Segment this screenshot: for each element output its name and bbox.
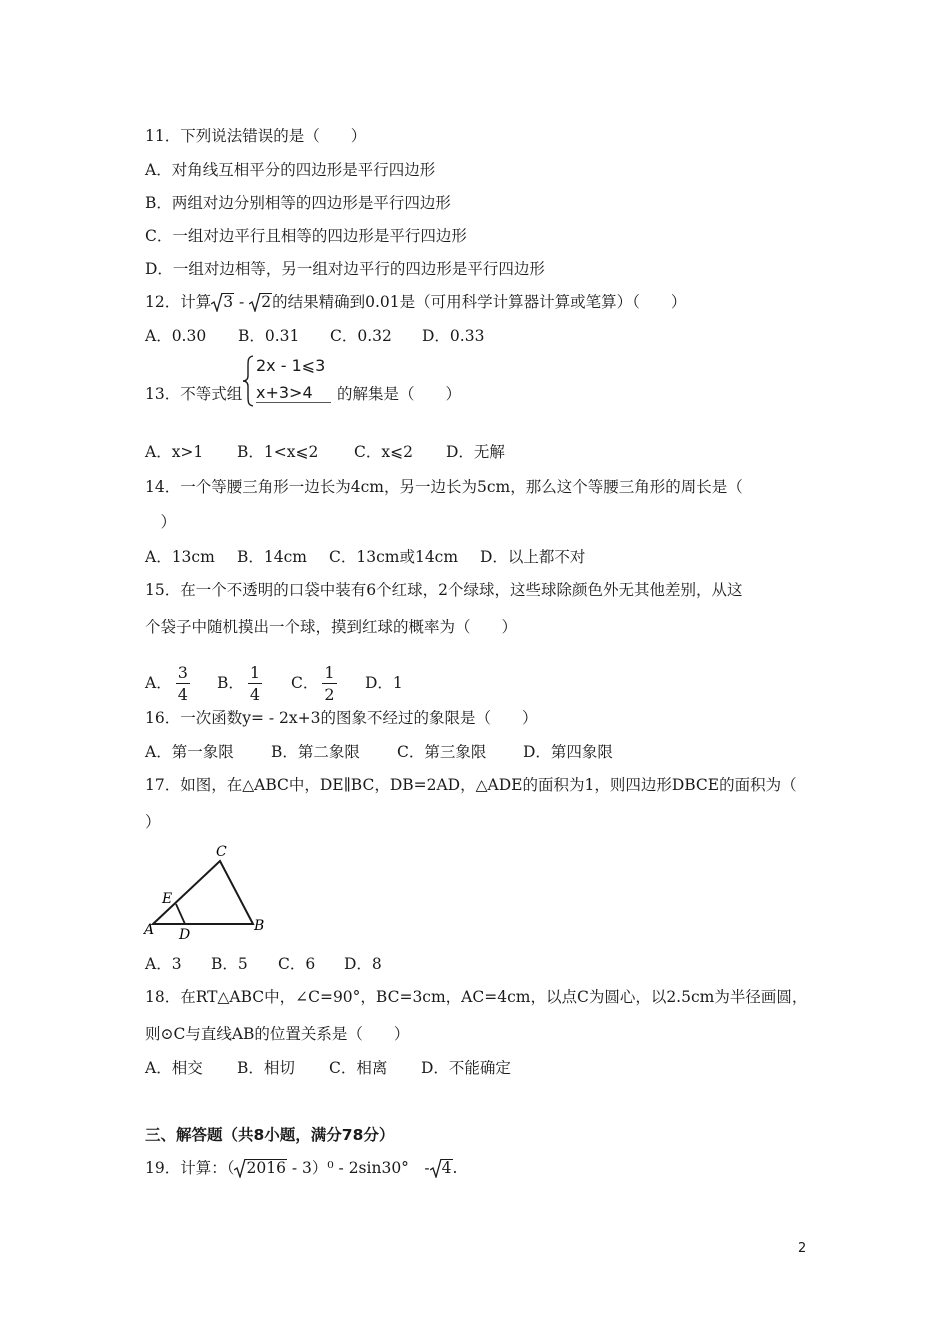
q17-option-c: C．6 [278,955,316,973]
q14-stem-cont: ） [145,513,177,531]
label-c: C [216,844,227,860]
q15-option-c: C． $\frac{1}{2}$ [291,662,335,704]
q18-option-a: A．相交 [145,1059,203,1077]
q13-options [145,442,505,462]
q18-option-b: B．相切 [237,1059,295,1077]
q12-options [145,326,484,346]
q12-sqrt-2: 2 [249,292,272,312]
q15-options [145,662,403,706]
q11-option-c: C．一组对边平行且相等的四边形是平行四边形 [145,227,467,245]
q16-options [145,742,613,762]
label-a: A [144,922,155,938]
q15-option-d: D．1 [365,674,403,692]
q12-minus: - [234,293,250,311]
inequality-1: 2x - 1⩽3 [256,356,326,375]
fraction: $\frac{1}{4}$ [249,662,261,704]
q19-mid: - 3）⁰ - 2sin30° - [286,1159,430,1177]
q11-option-d: D．一组对边相等，另一组对边平行的四边形是平行四边形 [145,260,545,278]
q16-option-a: A．第一象限 [145,743,234,761]
q19-stem [145,1158,457,1178]
q18-options [145,1058,511,1078]
label-d: D [179,927,191,941]
q12-sqrt-1: 3 [211,292,234,312]
segment-de [176,904,185,924]
q19-suffix: . [452,1159,458,1177]
q17-stem-cont: ） [145,813,161,831]
q15-option-b: B． $\frac{1}{4}$ [217,662,261,704]
q18-stem-cont: 则⊙C与直线AB的位置关系是（ ） [145,1025,410,1043]
q19-prefix: 19．计算：（ [145,1159,235,1177]
q14-option-d: D．以上都不对 [480,548,586,566]
q14-option-c: C．13cm或14cm [329,548,459,566]
q11-stem: 11．下列说法错误的是（ ） [145,127,367,145]
q12-stem [145,292,686,312]
q12-suffix: 的结果精确到0.01是（可用科学计算器计算或笔算）（ ） [272,293,687,311]
q14-option-b: B．14cm [237,548,307,566]
radical-icon [249,292,261,312]
q12-option-c: C．0.32 [330,327,392,345]
q12-option-a: A．0.30 [145,327,207,345]
q15-option-a: A． $\frac{3}{4}$ [145,662,188,704]
q11-option-a: A．对角线互相平分的四边形是平行四边形 [145,161,436,179]
q17-option-a: A．3 [145,955,182,973]
q12-option-d: D．0.33 [422,327,485,345]
q16-option-b: B．第二象限 [271,743,360,761]
q15-stem-cont: 个袋子中随机摸出一个球，摸到红球的概率为（ ） [145,618,518,636]
q17-option-b: B．5 [211,955,248,973]
q18-option-d: D．不能确定 [421,1059,511,1077]
q16-option-c: C．第三象限 [397,743,487,761]
inequality-2: x+3>4 [256,383,331,403]
fraction: $\frac{3}{4}$ [177,662,188,704]
q13-option-b: B．1<x⩽2 [237,443,319,461]
q13-option-a: A．x>1 [145,443,204,461]
triangle-figure [143,843,268,941]
q17-option-d: D．8 [344,955,382,973]
q14-stem: 14．一个等腰三角形一边长为4cm，另一边长为5cm，那么这个等腰三角形的周长是（ [145,478,743,496]
q17-options [145,954,382,974]
q13-option-c: C．x⩽2 [354,443,413,461]
label-b: B [254,918,265,934]
q14-options [145,547,585,567]
q13-suffix: 的解集是（ ） [337,385,462,403]
q16-option-d: D．第四象限 [523,743,613,761]
label-e: E [162,891,173,907]
radical-icon [430,1158,442,1178]
q12-option-b: B．0.31 [238,327,300,345]
q12-prefix: 12．计算 [145,293,212,311]
section-heading: 三、解答题（共8小题，满分78分） [145,1126,395,1144]
radical-icon [211,292,223,312]
q15-stem: 15．在一个不透明的口袋中装有6个红球，2个绿球，这些球除颜色外无其他差别，从这 [145,581,743,599]
q19-sqrt-1: 2016 [234,1158,286,1178]
q13-prefix: 13．不等式组 [145,385,243,403]
inequality-system [242,354,338,408]
q13-option-d: D．无解 [446,443,505,461]
brace-icon [242,354,256,408]
page-number: 2 [798,1241,807,1256]
fraction: $\frac{1}{2}$ [324,662,335,704]
q18-option-c: C．相离 [329,1059,388,1077]
q11-option-b: B．两组对边分别相等的四边形是平行四边形 [145,194,451,212]
q18-stem: 18．在RT△ABC中，∠C=90°，BC=3cm，AC=4cm，以点C为圆心，以2.5cm为半径画圆， [145,988,808,1006]
q14-option-a: A．13cm [145,548,215,566]
radical-icon [234,1158,246,1178]
q17-stem: 17．如图，在△ABC中，DE∥BC，DB=2AD，△ADE的面积为1，则四边形DBCE的面积为（ [145,776,797,794]
q16-stem: 16．一次函数y= - 2x+3的图象不经过的象限是（ ） [145,709,538,727]
q19-sqrt-2: 4 [430,1158,453,1178]
